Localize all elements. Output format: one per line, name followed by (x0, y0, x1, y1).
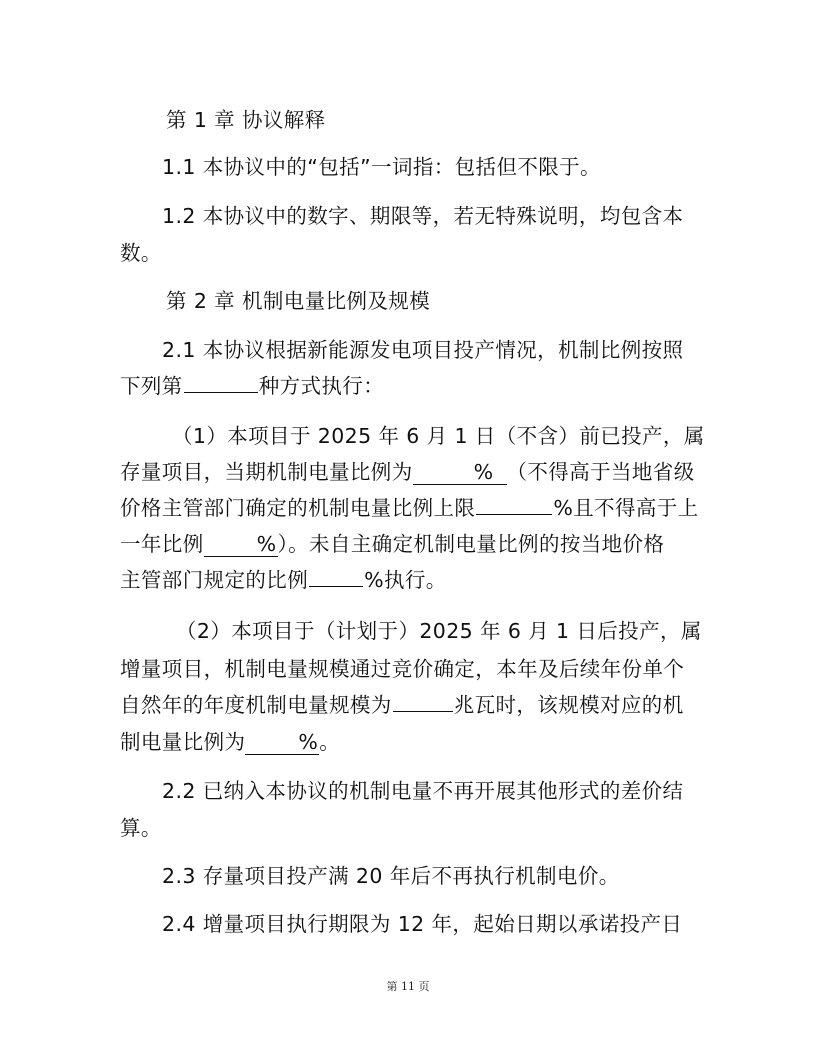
clause-2-1-line2-post: 种方式执行： (258, 374, 385, 398)
item-1-line3-pre: 价格主管部门确定的机制电量比例上限 (120, 496, 476, 520)
clause-2-1-line2-pre: 下列第 (120, 374, 183, 398)
item-1-line3 (120, 494, 699, 522)
method-number-blank[interactable] (184, 374, 258, 393)
item-1-line4-pre: 一年比例 (120, 532, 204, 556)
clause-1-1: 1.1 本协议中的“包括”一词指：包括但不限于。 (162, 155, 601, 179)
clause-2-2-line2: 算。 (120, 816, 162, 840)
item-1-line4 (120, 530, 664, 558)
item-2-line2: 增量项目，机制电量规模通过竞价确定，本年及后续年份单个 (120, 657, 685, 681)
default-ratio-blank[interactable] (309, 568, 363, 587)
item-1-line2 (120, 458, 695, 486)
clause-2-1-line2 (120, 372, 384, 400)
current-ratio-field[interactable]: % (413, 460, 507, 485)
clause-2-2-line1: 2.2 已纳入本协议的机制电量不再开展其他形式的差价结 (162, 779, 684, 803)
clause-2-3: 2.3 存量项目投产满 20 年后不再执行机制电价。 (162, 864, 620, 888)
chapter-2-title: 第 2 章 机制电量比例及规模 (166, 289, 431, 313)
incremental-ratio-field[interactable]: % (245, 730, 319, 755)
item-1-line5-post: %执行。 (364, 568, 447, 592)
clause-2-4: 2.4 增量项目执行期限为 12 年，起始日期以承诺投产日 (162, 912, 683, 936)
item-1-line1: （1）本项目于 2025 年 6 月 1 日（不含）前已投产，属 (172, 424, 705, 448)
ratio-cap-blank[interactable] (476, 496, 552, 515)
item-1-line5 (120, 566, 447, 594)
chapter-1-title: 第 1 章 协议解释 (166, 108, 326, 132)
item-1-line3-post: %且不得高于上 (553, 496, 699, 520)
item-1-line2-pre: 存量项目，当期机制电量比例为 (120, 460, 413, 484)
clause-2-1-line1: 2.1 本协议根据新能源发电项目投产情况，机制比例按照 (162, 338, 684, 362)
item-2-line4-post: 。 (319, 730, 341, 754)
page-number: 第 11 页 (386, 980, 430, 993)
clause-1-2-line1: 1.2 本协议中的数字、期限等，若无特殊说明，均包含本 (162, 204, 684, 228)
annual-scale-blank[interactable] (393, 693, 453, 712)
item-2-line4-pre: 制电量比例为 (120, 730, 246, 754)
item-2-line4 (120, 728, 340, 756)
last-year-ratio-field[interactable]: % (204, 532, 278, 557)
item-2-line3-post: 兆瓦时，该规模对应的机 (453, 693, 684, 717)
clause-1-2-line2: 数。 (120, 241, 162, 265)
item-1-line4-post: ）。未自主确定机制电量比例的按当地价格 (277, 532, 665, 556)
item-2-line3 (120, 691, 684, 719)
item-1-line2-post: （不得高于当地省级 (506, 460, 695, 484)
item-2-line3-pre: 自然年的年度机制电量规模为 (120, 693, 392, 717)
item-2-line1: （2）本项目于（计划于）2025 年 6 月 1 日后投产，属 (176, 619, 702, 643)
item-1-line5-pre: 主管部门规定的比例 (120, 568, 309, 592)
